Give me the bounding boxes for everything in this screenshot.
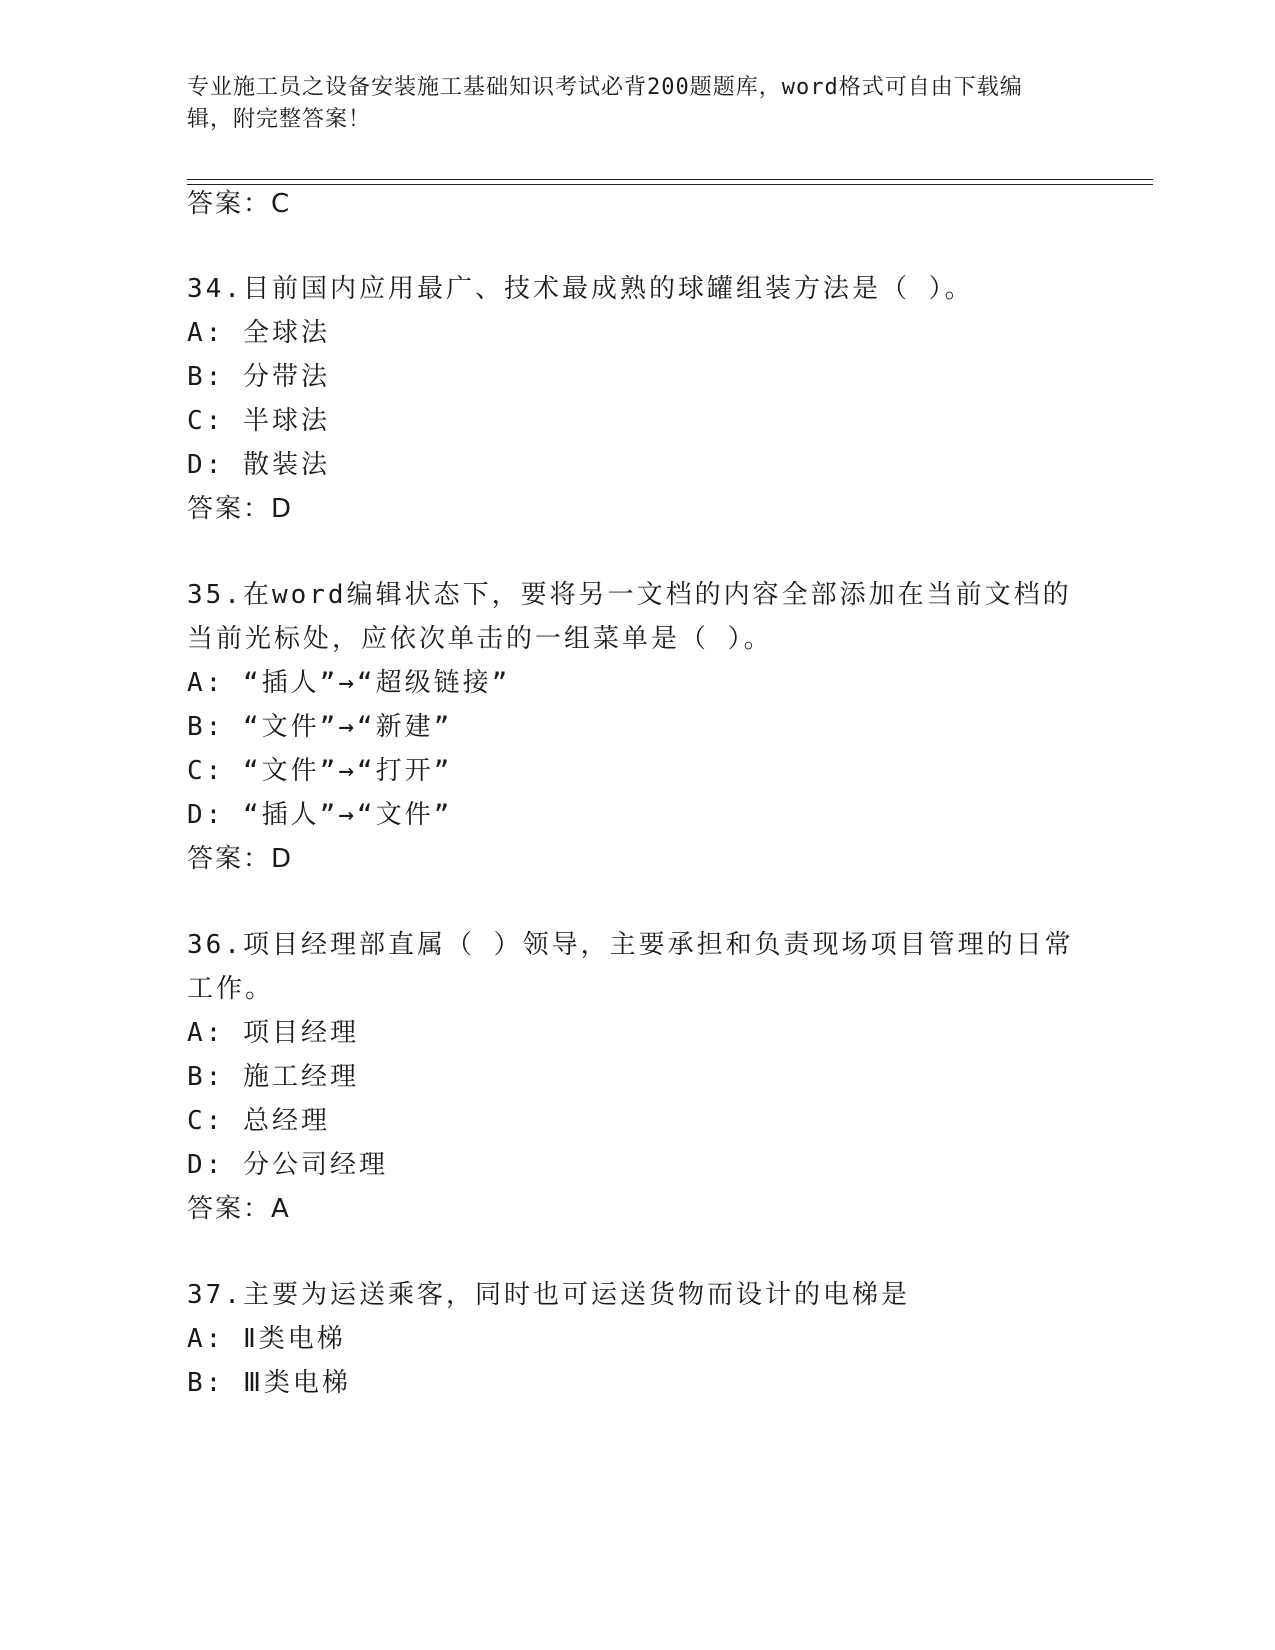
option-34-a: A: 全球法	[187, 318, 330, 348]
option-35-c: C: “文件”→“打开”	[187, 756, 453, 786]
option-34-b: B: 分带法	[187, 362, 330, 392]
option-36-d: D: 分公司经理	[187, 1150, 388, 1180]
option-34-d: D: 散装法	[187, 450, 330, 480]
option-35-b: B: “文件”→“新建”	[187, 712, 453, 742]
header-divider-bottom	[187, 184, 1153, 185]
option-36-c: C: 总经理	[187, 1106, 330, 1136]
question-36-line-2: 工作。	[187, 974, 275, 1004]
question-35-line-2: 当前光标处，应依次单击的一组菜单是（ ）。	[187, 624, 773, 654]
document-header: 专业施工员之设备安装施工基础知识考试必背200题题库，word格式可自由下载编辑，附完整答案！	[187, 75, 1023, 132]
header-divider-top	[187, 179, 1153, 180]
option-36-b: B: 施工经理	[187, 1062, 359, 1092]
option-36-a: A: 项目经理	[187, 1018, 359, 1048]
option-35-d: D: “插人”→“文件”	[187, 800, 453, 830]
answer-34: 答案：D	[187, 494, 294, 524]
option-34-c: C: 半球法	[187, 406, 330, 436]
answer-35: 答案：D	[187, 844, 294, 874]
option-37-a: A: Ⅱ类电梯	[187, 1324, 346, 1354]
answer-36: 答案：A	[187, 1194, 291, 1224]
question-35-line-1: 35.在word编辑状态下，要将另一文档的内容全部添加在当前文档的	[187, 580, 1072, 610]
question-37: 37.主要为运送乘客，同时也可运送货物而设计的电梯是	[187, 1280, 910, 1310]
answer-33: 答案：C	[187, 189, 292, 219]
option-35-a: A: “插人”→“超级链接”	[187, 668, 511, 698]
question-34: 34.目前国内应用最广、技术最成熟的球罐组装方法是（ ）。	[187, 274, 974, 304]
question-36-line-1: 36.项目经理部直属（ ）领导，主要承担和负责现场项目管理的日常	[187, 930, 1074, 960]
option-37-b: B: Ⅲ类电梯	[187, 1368, 351, 1398]
